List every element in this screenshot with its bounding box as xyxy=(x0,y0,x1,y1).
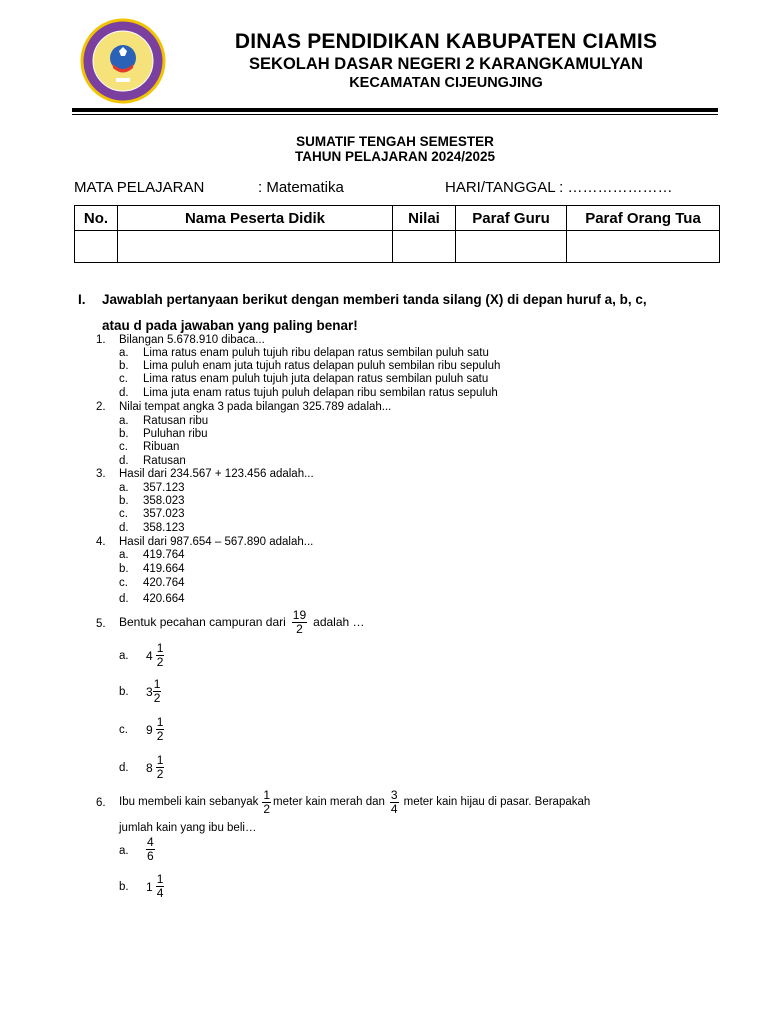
question-number: 1. xyxy=(96,334,106,346)
option-text[interactable]: Ratusan ribu xyxy=(143,415,209,427)
question-text: Hasil dari 987.654 – 567.890 adalah... xyxy=(119,536,314,548)
question-text: Hasil dari 234.567 + 123.456 adalah... xyxy=(119,468,314,480)
fraction xyxy=(292,609,307,636)
option-letter: a. xyxy=(119,650,129,662)
question-number: 5. xyxy=(96,618,106,630)
subject-label: MATA PELAJARAN xyxy=(74,179,205,196)
option-letter: c. xyxy=(119,577,128,589)
option-letter: b. xyxy=(119,428,129,440)
denominator: 2 xyxy=(296,622,303,636)
option-mixed-fraction[interactable] xyxy=(146,873,164,900)
option-mixed-fraction[interactable] xyxy=(146,678,161,705)
question-text-part-3: meter kain hijau di pasar. Berapakah xyxy=(403,796,591,808)
cell-no[interactable] xyxy=(75,231,118,263)
option-text[interactable]: Ribuan xyxy=(143,441,180,453)
question-text-line-2: jumlah kain yang ibu beli… xyxy=(119,822,257,834)
whole-number: 4 xyxy=(146,648,153,663)
option-mixed-fraction[interactable] xyxy=(146,716,164,743)
option-letter: b. xyxy=(119,686,129,698)
denominator: 2 xyxy=(153,691,161,705)
option-text[interactable]: Puluhan ribu xyxy=(143,428,208,440)
option-text[interactable]: Lima ratus enam puluh tujuh ribu delapan ratus sembilan puluh satu xyxy=(143,347,489,359)
question-text-end: adalah … xyxy=(313,615,365,629)
question-text xyxy=(119,789,590,816)
numerator: 1 xyxy=(156,641,164,655)
exam-title-block xyxy=(72,134,718,164)
denominator: 2 xyxy=(156,729,164,743)
option-text[interactable]: Lima juta enam ratus tujuh puluh delapan ribu sembilan ratus sepuluh xyxy=(143,387,498,399)
subject-value: : Matematika xyxy=(258,179,344,196)
numerator: 1 xyxy=(156,753,164,767)
col-parent-sign: Paraf Orang Tua xyxy=(567,206,720,231)
denominator: 4 xyxy=(156,886,164,900)
score-table-row xyxy=(75,231,720,263)
col-teacher-sign: Paraf Guru xyxy=(456,206,567,231)
question-number: 4. xyxy=(96,536,106,548)
option-letter: d. xyxy=(119,762,129,774)
cell-parent-sign[interactable] xyxy=(567,231,720,263)
question-text: Nilai tempat angka 3 pada bilangan 325.789 adalah... xyxy=(119,401,392,413)
option-letter: b. xyxy=(119,881,129,893)
school-logo xyxy=(80,18,166,104)
numerator: 1 xyxy=(156,872,164,886)
cell-teacher-sign[interactable] xyxy=(456,231,567,263)
fraction xyxy=(156,754,165,781)
option-letter: c. xyxy=(119,441,128,453)
section-line-1: Jawablah pertanyaan berikut dengan memberi tanda silang (X) di depan huruf a, b, c, xyxy=(102,292,647,307)
option-text[interactable]: 420.664 xyxy=(143,593,185,605)
col-score: Nilai xyxy=(393,206,456,231)
numerator: 3 xyxy=(390,788,398,802)
school-name: SEKOLAH DASAR NEGERI 2 KARANGKAMULYAN xyxy=(249,55,643,73)
col-name: Nama Peserta Didik xyxy=(118,206,393,231)
question-number: 6. xyxy=(96,797,106,809)
date-label: HARI/TANGGAL : ………………… xyxy=(445,179,673,196)
score-table xyxy=(74,205,720,263)
question-number: 3. xyxy=(96,468,106,480)
option-letter: d. xyxy=(119,387,129,399)
denominator: 2 xyxy=(156,655,164,669)
denominator: 2 xyxy=(156,767,164,781)
col-no: No. xyxy=(75,206,118,231)
option-letter: a. xyxy=(119,549,129,561)
question-text-part-1: Ibu membeli kain sebanyak xyxy=(119,796,259,808)
option-text[interactable]: Ratusan xyxy=(143,455,186,467)
option-letter: d. xyxy=(119,522,129,534)
district-name: KECAMATAN CIJEUNGJING xyxy=(349,75,543,91)
option-text[interactable]: 358.123 xyxy=(143,522,185,534)
option-letter: b. xyxy=(119,360,129,372)
option-mixed-fraction[interactable] xyxy=(146,754,164,781)
fraction xyxy=(156,873,165,900)
fraction xyxy=(156,642,165,669)
header-rule-thin xyxy=(72,114,718,115)
fraction xyxy=(153,678,162,705)
option-letter: a. xyxy=(119,845,129,857)
denominator: 2 xyxy=(263,802,271,816)
question-text-part-2: meter kain merah dan xyxy=(273,796,385,808)
option-letter: b. xyxy=(119,563,129,575)
option-letter: c. xyxy=(119,373,128,385)
numerator: 1 xyxy=(153,677,161,691)
option-text[interactable]: 420.764 xyxy=(143,577,185,589)
whole-number: 8 xyxy=(146,760,153,775)
question-text: Bilangan 5.678.910 dibaca... xyxy=(119,334,265,346)
whole-number: 3 xyxy=(146,684,153,699)
option-text[interactable]: 357.123 xyxy=(143,482,185,494)
option-letter: a. xyxy=(119,482,129,494)
option-fraction[interactable] xyxy=(146,836,155,863)
option-letter: d. xyxy=(119,593,129,605)
question-number: 2. xyxy=(96,401,106,413)
section-line-2: atau d pada jawaban yang paling benar! xyxy=(102,318,358,333)
option-text[interactable]: 419.664 xyxy=(143,563,185,575)
whole-number: 9 xyxy=(146,722,153,737)
option-letter: a. xyxy=(119,347,129,359)
numerator: 1 xyxy=(263,788,271,802)
fraction xyxy=(156,716,165,743)
whole-number: 1 xyxy=(146,879,153,894)
option-text[interactable]: Lima puluh enam juta tujuh ratus delapan puluh sembilan ribu sepuluh xyxy=(143,360,501,372)
section-text xyxy=(102,287,728,339)
option-letter: a. xyxy=(119,415,129,427)
option-text[interactable]: 358.023 xyxy=(143,495,185,507)
header-rule-thick xyxy=(72,108,718,112)
fraction xyxy=(146,836,155,863)
exam-title: SUMATIF TENGAH SEMESTER xyxy=(296,134,494,149)
numerator: 1 xyxy=(156,715,164,729)
section-number: I. xyxy=(78,292,86,307)
question-text xyxy=(119,609,365,636)
cell-name[interactable] xyxy=(118,231,393,263)
option-text[interactable]: 419.764 xyxy=(143,549,185,561)
option-letter: d. xyxy=(119,455,129,467)
agency-name: DINAS PENDIDIKAN KABUPATEN CIAMIS xyxy=(234,30,658,53)
option-mixed-fraction[interactable] xyxy=(146,642,164,669)
score-table-header xyxy=(75,206,720,231)
denominator: 4 xyxy=(390,802,398,816)
denominator: 6 xyxy=(147,849,154,863)
option-text[interactable]: 357.023 xyxy=(143,508,185,520)
numerator: 4 xyxy=(147,835,154,849)
option-letter: b. xyxy=(119,495,129,507)
option-letter: c. xyxy=(119,508,128,520)
option-letter: c. xyxy=(119,724,128,736)
numerator: 19 xyxy=(292,608,307,622)
exam-year: TAHUN PELAJARAN 2024/2025 xyxy=(294,149,496,164)
fraction xyxy=(390,789,399,816)
fraction xyxy=(262,789,271,816)
option-text[interactable]: Lima ratus enam puluh tujuh juta delapan ratus sembilan puluh satu xyxy=(143,373,489,385)
cell-score[interactable] xyxy=(393,231,456,263)
question-text-start: Bentuk pecahan campuran dari xyxy=(119,615,286,629)
letterhead xyxy=(180,30,712,92)
